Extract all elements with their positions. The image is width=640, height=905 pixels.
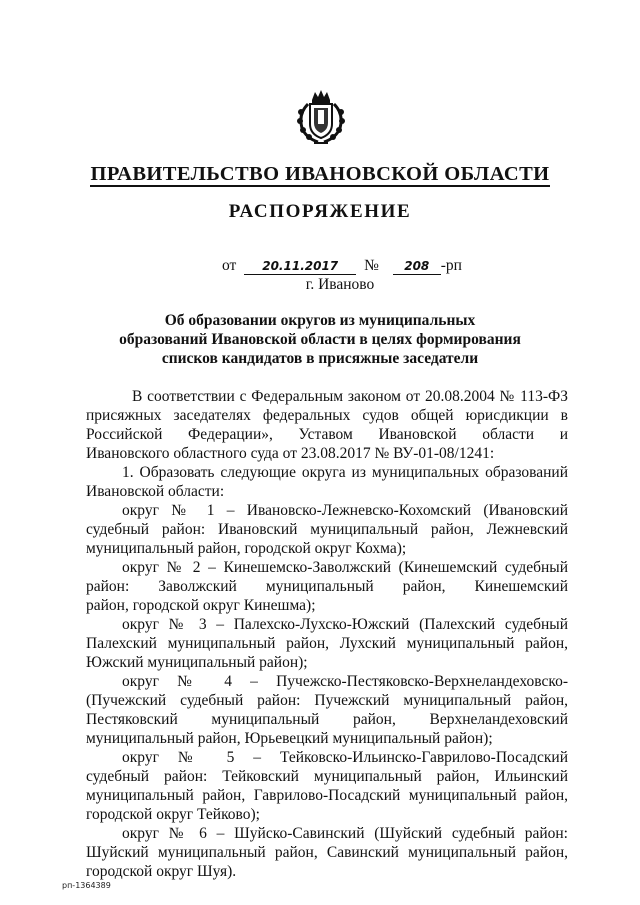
organization-name: ПРАВИТЕЛЬСТВО ИВАНОВСКОЙ ОБЛАСТИ <box>90 163 550 185</box>
body-line: Шуйский муниципальный район, Савинский муниципальный район, <box>86 844 568 861</box>
body-line: Российской Федерации», Уставом Ивановской области и <box>86 426 568 443</box>
document-type: РАСПОРЯЖЕНИЕ <box>228 201 412 222</box>
body-line: район, городской округ Кинешма); <box>86 597 316 614</box>
date-prefix: от <box>222 257 237 274</box>
body-line: Палехский муниципальный район, Лухский муниципальный район, <box>86 635 568 652</box>
date-value: 20.11.2017 <box>244 259 356 275</box>
body-line: 1. Образовать следующие округа из муниципальных образований <box>122 464 568 481</box>
body-line: городской округ Тейково); <box>86 806 260 823</box>
heading-line: списков кандидатов в присяжные заседатели <box>161 350 479 367</box>
body-line: муниципальный район, Гаврилово-Посадский муниципальный район, <box>86 787 568 804</box>
body-line: район: Заволжский муниципальный район, Кинешемский <box>86 578 568 595</box>
body-line: округ № 2 – Кинешемско-Заволжский (Кинешемский судебный <box>122 559 568 576</box>
heading-line: образований Ивановской области в целях формирования <box>119 331 521 348</box>
body-line: Пестяковский муниципальный район, Верхнеландеховский <box>86 711 568 728</box>
body-line: муниципальный район, Юрьевецкий муниципальный район); <box>86 730 493 747</box>
city: г. Иваново <box>305 276 375 293</box>
body-line: присяжных заседателях федеральных судов общей юрисдикции в <box>86 407 568 424</box>
body-line: Южский муниципальный район); <box>86 654 308 671</box>
number-suffix: -рп <box>440 257 462 274</box>
number-sign: № <box>364 257 379 274</box>
body-line: округ № 5 – Тейковско-Ильинско-Гаврилово-Посадский <box>122 749 568 766</box>
body-line: округ № 4 – Пучежско-Пестяковско-Верхнеландеховско- <box>122 673 568 690</box>
body-line: округ № 6 – Шуйско-Савинский (Шуйский судебный район: <box>122 825 568 842</box>
body-line: (Пучежский судебный район: Пучежский муниципальный район, <box>86 692 568 709</box>
body-line: В соответствии с Федеральным законом от 20.08.2004 № 113-ФЗ <box>132 388 568 405</box>
document-code: рп-1364389 <box>62 881 111 890</box>
document-body <box>86 387 568 881</box>
coat-of-arms-icon <box>292 88 350 146</box>
body-line: судебный район: Ивановский муниципальный район, Лежневский <box>86 521 568 538</box>
body-line: муниципальный район, городской округ Кохма); <box>86 540 407 557</box>
date-number-line <box>222 257 462 275</box>
body-line: городской округ Шуя). <box>86 863 237 880</box>
body-line: округ № 3 – Палехско-Лухско-Южский (Палехский судебный <box>122 616 568 633</box>
document-heading <box>100 311 540 368</box>
body-line: округ № 1 – Ивановско-Лежневско-Кохомский (Ивановский <box>122 502 568 519</box>
body-line: судебный район: Тейковский муниципальный район, Ильинский <box>86 768 568 785</box>
body-line: Ивановской области: <box>86 483 225 500</box>
heading-line: Об образовании округов из муниципальных <box>164 312 476 329</box>
number-value: 208 <box>393 259 441 275</box>
body-line: Ивановского областного суда от 23.08.2017 № ВУ-01-08/1241: <box>86 445 495 462</box>
organization-title <box>0 163 640 186</box>
